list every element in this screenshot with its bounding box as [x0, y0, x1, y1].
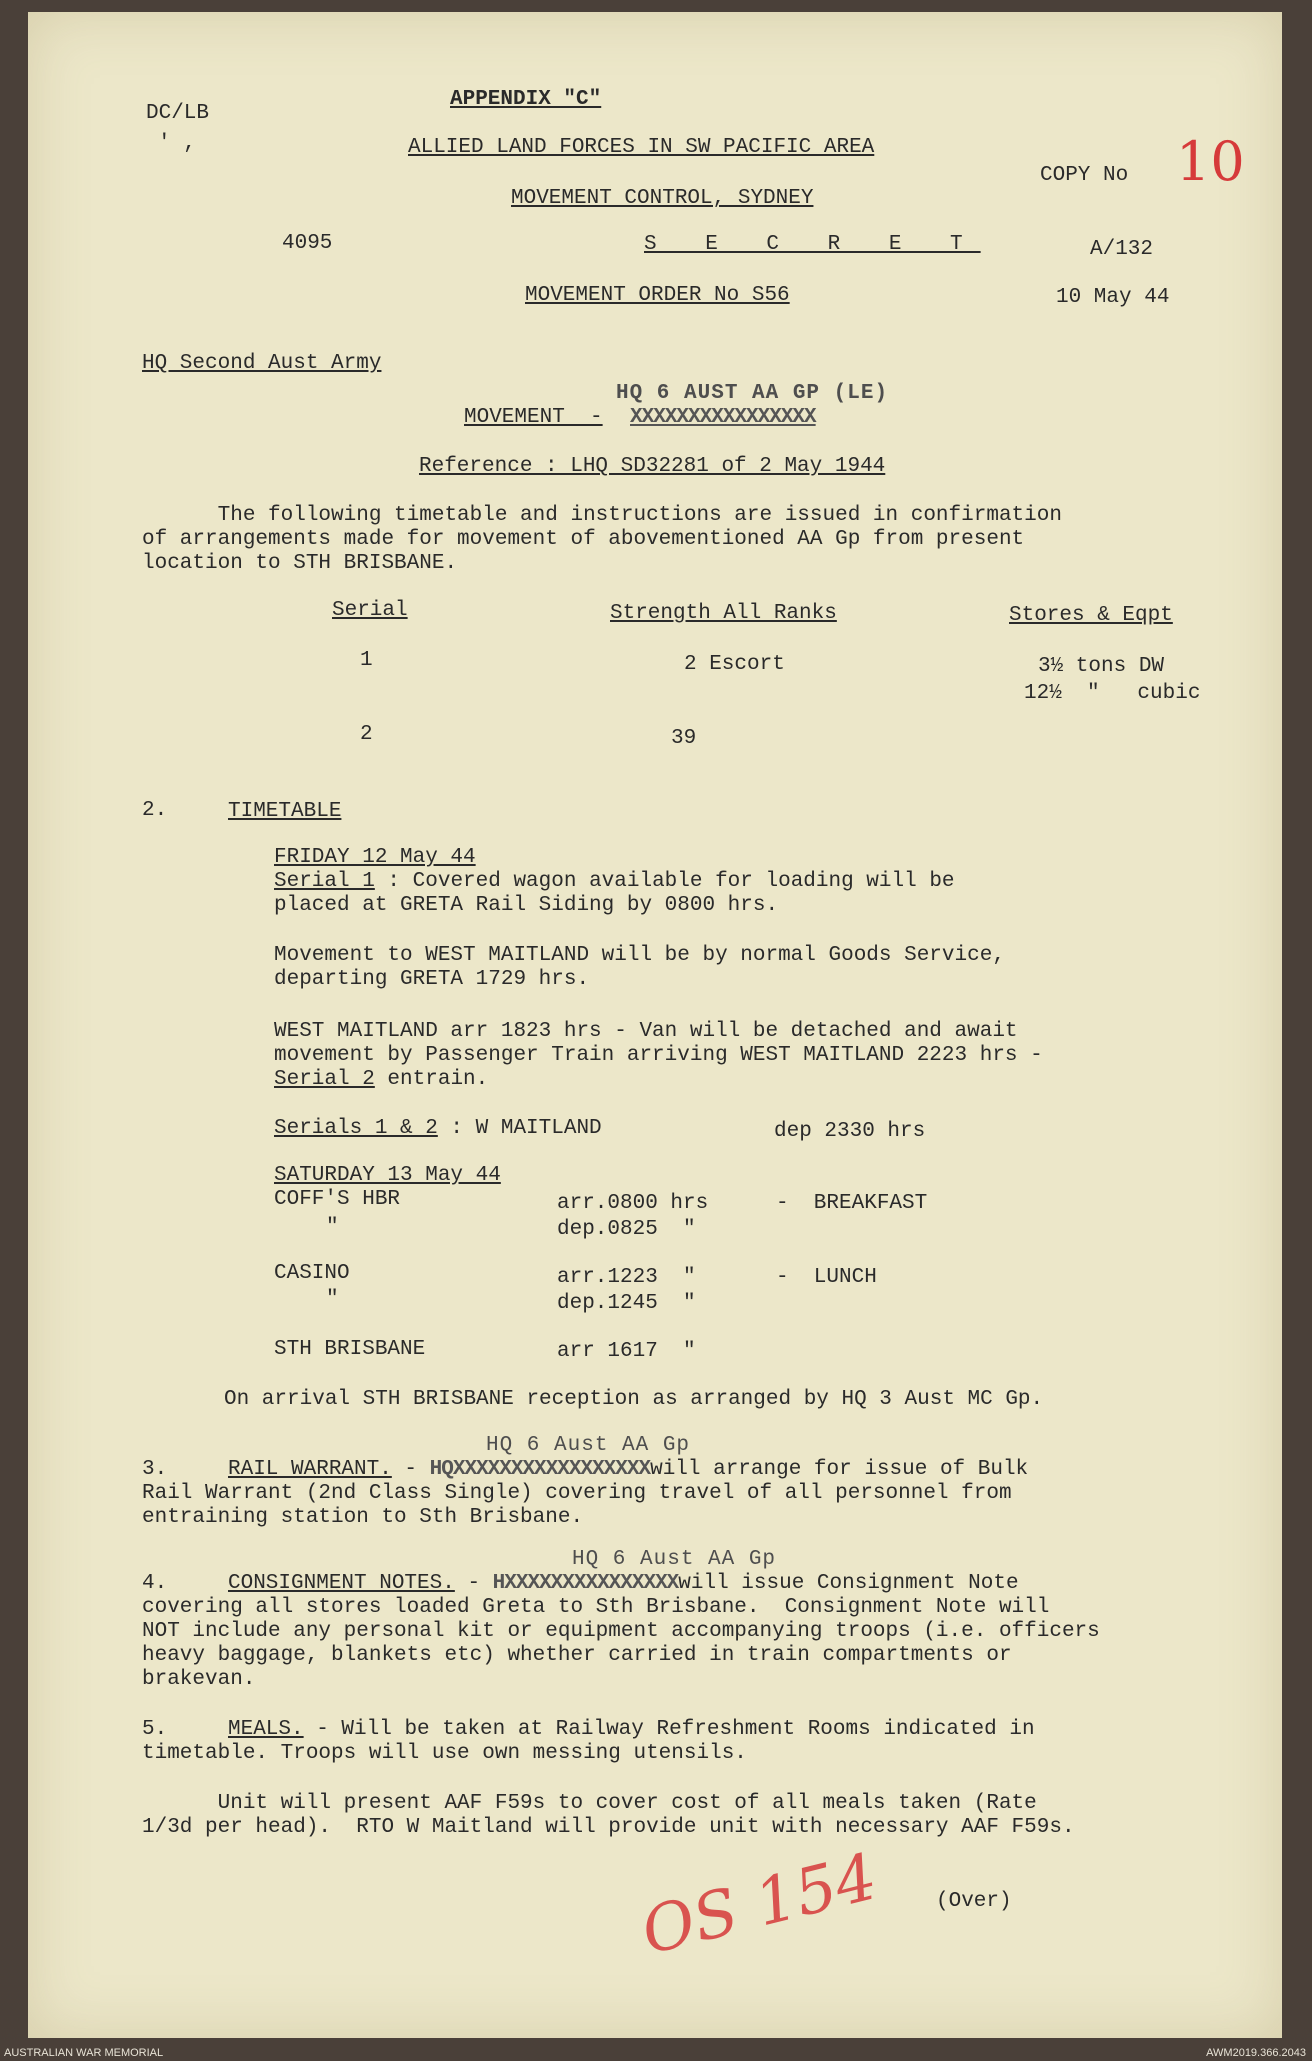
serials-line [274, 1117, 602, 1141]
stop-casino-arr: arr.1223 " [557, 1266, 696, 1289]
serial1-continued: placed at GRETA Rail Siding by 0800 hrs. [274, 894, 779, 917]
consignment-overtype: HQ 6 Aust AA Gp [572, 1548, 777, 1571]
stop-coffs-dep: dep.0825 " [557, 1218, 696, 1241]
classification: S E C R E T [644, 233, 981, 256]
timetable-p3-line-1: WEST MAITLAND arr 1823 hrs - Van will be detached and await [274, 1020, 1018, 1043]
meals-line-1 [228, 1718, 1035, 1742]
org-line-2: MOVEMENT CONTROL, SYDNEY [511, 187, 814, 210]
stop-casino-place: CASINO [274, 1262, 350, 1285]
section-5-number: 5. [142, 1718, 168, 1741]
table-row-1-strength: 2 Escort [684, 653, 785, 676]
timetable-p3-line-3 [274, 1068, 488, 1092]
file-ref: A/132 [1090, 238, 1154, 261]
intro-line-3: location to STH BRISBANE. [142, 552, 458, 575]
serials-text: : W MAITLAND [437, 1117, 602, 1140]
serials-departure: dep 2330 hrs [774, 1120, 926, 1143]
reference-line: Reference : LHQ SD32281 of 2 May 1944 [419, 455, 886, 478]
org-line-1: ALLIED LAND FORCES IN SW PACIFIC AREA [408, 136, 875, 159]
table-row-1-stores-2: 12½ " cubic [1024, 682, 1201, 705]
consignment-line-3: NOT include any personal kit or equipment accompanying troops (i.e. officers [142, 1620, 1100, 1643]
meals-text: - Will be taken at Railway Refreshment Rooms indicated in [303, 1718, 1035, 1741]
meals-p2-line-1: Unit will present AAF F59s to cover cost of all meals taken (Rate [142, 1792, 1037, 1815]
rail-warrant-overtype: HQ 6 Aust AA Gp [486, 1434, 691, 1457]
rail-warrant-text: will arrange for issue of Bulk [650, 1458, 1029, 1481]
stop-casino-dep: dep.1245 " [557, 1292, 696, 1315]
consignment-text: will issue Consignment Note [678, 1572, 1019, 1595]
table-row-2-serial: 2 [360, 723, 373, 746]
serial1-label: Serial 1 [274, 870, 375, 893]
serial1-line [274, 870, 955, 894]
ref-code: DC/LB [146, 102, 210, 125]
col-header-strength: Strength All Ranks [610, 602, 837, 625]
col-header-stores: Stores & Eqpt [1009, 604, 1173, 627]
intro-line-2: of arrangements made for movement of abovementioned AA Gp from present [142, 528, 1025, 551]
stop-coffs-place: COFF'S HBR [274, 1188, 401, 1211]
stop-brisbane-place: STH BRISBANE [274, 1338, 426, 1361]
section-4-number: 4. [142, 1572, 168, 1595]
ditto-mark-1: " [326, 1216, 339, 1239]
consignment-line-1 [228, 1572, 1019, 1596]
meals-p2-line-2: 1/3d per head). RTO W Maitland will provide unit with necessary AAF F59s. [142, 1816, 1075, 1839]
stop-coffs-meal: - BREAKFAST [776, 1192, 928, 1215]
consignment-line-2: covering all stores loaded Greta to Sth Brisbane. Consignment Note will [142, 1596, 1050, 1619]
meals-heading: MEALS. [228, 1718, 304, 1741]
stop-coffs-arr: arr.0800 hrs [557, 1192, 709, 1215]
footer-left: AUSTRALIAN WAR MEMORIAL [4, 2047, 164, 2059]
serials-label: Serials 1 & 2 [274, 1117, 438, 1140]
serial1-text: : Covered wagon available for loading will be [374, 870, 955, 893]
movement-struck: XXXXXXXXXXXXXXXX [630, 406, 816, 429]
timetable-p2-line-2: departing GRETA 1729 hrs. [274, 968, 590, 991]
file-number: 4095 [282, 232, 333, 255]
copy-number: 10 [1176, 130, 1245, 193]
table-row-2-strength: 39 [671, 727, 697, 750]
copy-label: COPY No [1040, 164, 1129, 187]
entrain-text: entrain. [374, 1068, 489, 1091]
footer-right: AWM2019.366.2043 [1206, 2047, 1306, 2059]
stop-brisbane-arr: arr 1617 " [557, 1340, 696, 1363]
over-label: (Over) [936, 1890, 1012, 1913]
rail-warrant-line-3: entraining station to Sth Brisbane. [142, 1506, 584, 1529]
handwritten-annotation: OS 154 [634, 1840, 885, 1970]
timetable-p2-line-1: Movement to WEST MAITLAND will be by normal Goods Service, [274, 944, 1005, 967]
consignment-dash: - [454, 1572, 493, 1595]
consignment-heading: CONSIGNMENT NOTES. [228, 1572, 455, 1595]
stop-casino-meal: - LUNCH [776, 1266, 877, 1289]
saturday-heading: SATURDAY 13 May 44 [274, 1164, 501, 1187]
order-date: 10 May 44 [1056, 286, 1170, 309]
intro-line-1: The following timetable and instructions are issued in confirmation [142, 504, 1062, 527]
section-3-number: 3. [142, 1458, 168, 1481]
col-header-serial: Serial [332, 599, 408, 622]
order-title: MOVEMENT ORDER No S56 [525, 284, 790, 307]
appendix-title: APPENDIX "C" [450, 88, 602, 111]
consignment-line-4: heavy baggage, blankets etc) whether carried in train compartments or [142, 1644, 1012, 1667]
movement-overtype: HQ 6 AUST AA GP (LE) [616, 382, 889, 405]
table-row-1-stores-1: 3½ tons DW [1038, 655, 1165, 678]
rail-warrant-line-1 [228, 1458, 1028, 1482]
table-row-1-serial: 1 [360, 649, 373, 672]
rail-warrant-struck: HQXXXXXXXXXXXXXXXXX [429, 1458, 651, 1481]
serial2-label: Serial 2 [274, 1068, 375, 1091]
meals-line-2: timetable. Troops will use own messing utensils. [142, 1742, 747, 1765]
arrival-note: On arrival STH BRISBANE reception as arranged by HQ 3 Aust MC Gp. [224, 1388, 1044, 1411]
movement-label: MOVEMENT - [464, 406, 603, 429]
ditto-mark-2: " [326, 1288, 339, 1311]
timetable-heading: TIMETABLE [228, 800, 342, 823]
section-2-number: 2. [142, 799, 168, 822]
ink-mark: ' , [158, 132, 196, 155]
consignment-line-5: brakevan. [142, 1668, 256, 1691]
rail-warrant-heading: RAIL WARRANT. [228, 1458, 392, 1481]
addressee: HQ Second Aust Army [142, 352, 382, 375]
consignment-struck: HXXXXXXXXXXXXXXX [492, 1572, 679, 1595]
timetable-p3-line-2: movement by Passenger Train arriving WEST MAITLAND 2223 hrs - [274, 1044, 1043, 1067]
rail-warrant-line-2: Rail Warrant (2nd Class Single) covering travel of all personnel from [142, 1482, 1012, 1505]
document-page [28, 12, 1282, 2038]
rail-warrant-dash: - [391, 1458, 430, 1481]
friday-heading: FRIDAY 12 May 44 [274, 846, 476, 869]
